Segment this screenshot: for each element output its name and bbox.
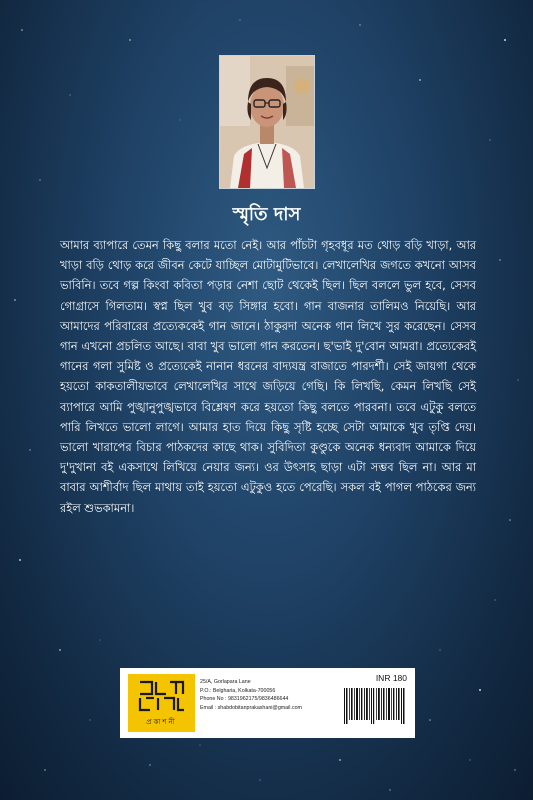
price-label: INR 180 [375,673,407,683]
phone-numbers: Phone No : 9831962175/9836486644 [200,696,289,703]
publisher-info-box [120,668,415,738]
author-name: স্মৃতি দাস [232,204,301,225]
email-address: Email : shabdobitanprakashani@gmail.com [200,704,302,711]
publisher-logo-caption: প্রকাশনী [146,718,177,726]
author-photo [219,55,315,189]
publisher-logo [128,674,195,732]
isbn-barcode [342,686,408,732]
address-line-1: 25/A, Gorlapara Lane [200,679,251,685]
address-line-2: P.O.: Belgharia, Kolkata-700056 [200,687,276,694]
publisher-logo-mark [136,678,187,714]
publisher-address [200,678,335,712]
author-bio: আমার ব্যাপারে তেমন কিছু বলার মতো নেই। আর পাঁচটা গৃহবধূর মত থোড় বড়ি খাড়া, আর খাড়া বড়ি থোড় করে জীবন কেটে যাচ্ছিল মোটামুটিভাবে। লেখালেখির জগতে কখনো আসব ভাবিনি। তবে গল্প কিংবা কবিতা পড়ার নেশা ছোট থেকেই ছিল। ছিল বললে ভুল হবে, সেসব গোগ্রাসে গিলতাম। স্বপ্ন ছিল খুব বড় সিঙ্গার হবো। গান বাজনার তালিমও নিয়েছি। আর আমাদের পরিবারের প্রত্যেককেই গান জানে। ঠাকুরদা অনেক গান লিখে সুর করেছেন। সেসব গান এখনো প্রচলিত আছে। বাবা খুব ভালো গান করতেন। ছ'ভাই দু'বোন আমরা। প্রত্যেকেরই গানের গলা সুমিষ্ট ও প্রত্যেকেই নানান ধরনের বাদ্যযন্ত্র বাজাতে পারদর্শী। সেই জায়গা থেকে হয়তো কাকতালীয়ভাবে লেখালেখির সাথে জড়িয়ে গেছি। কি লিখছি, কেমন লিখছি সেই ব্যাপারে আমি পুঙ্খানুপুঙ্খভাবে বিশ্লেষণ করে হয়তো কিছু বলতে পারবনা। তবে এটুকু বলতে পারি লিখতে ভালো লাগে। আমার হাত দিয়ে কিছু সৃষ্টি হচ্ছে সেটা আমাকে খুব তৃপ্তি দেয়। ভালো খারাপের বিচার পাঠকদের কাছে থাক। সুবিদিতা কুণ্ডুকে অনেক ধন্যবাদ আমাকে দিয়ে দু'দুখানা বই একসাথে লিখিয়ে নেয়ার জন্য। ওর উৎসাহ ছাড়া এটা সম্ভব ছিল না। আর মা বাবার আশীর্বাদ ছিল মাথায় তাই হয়তো এটুকুও হতে পেরেছি। সকল বই পাগল পাঠকের জন্য রইল শুভকামনা। [60,238,476,515]
